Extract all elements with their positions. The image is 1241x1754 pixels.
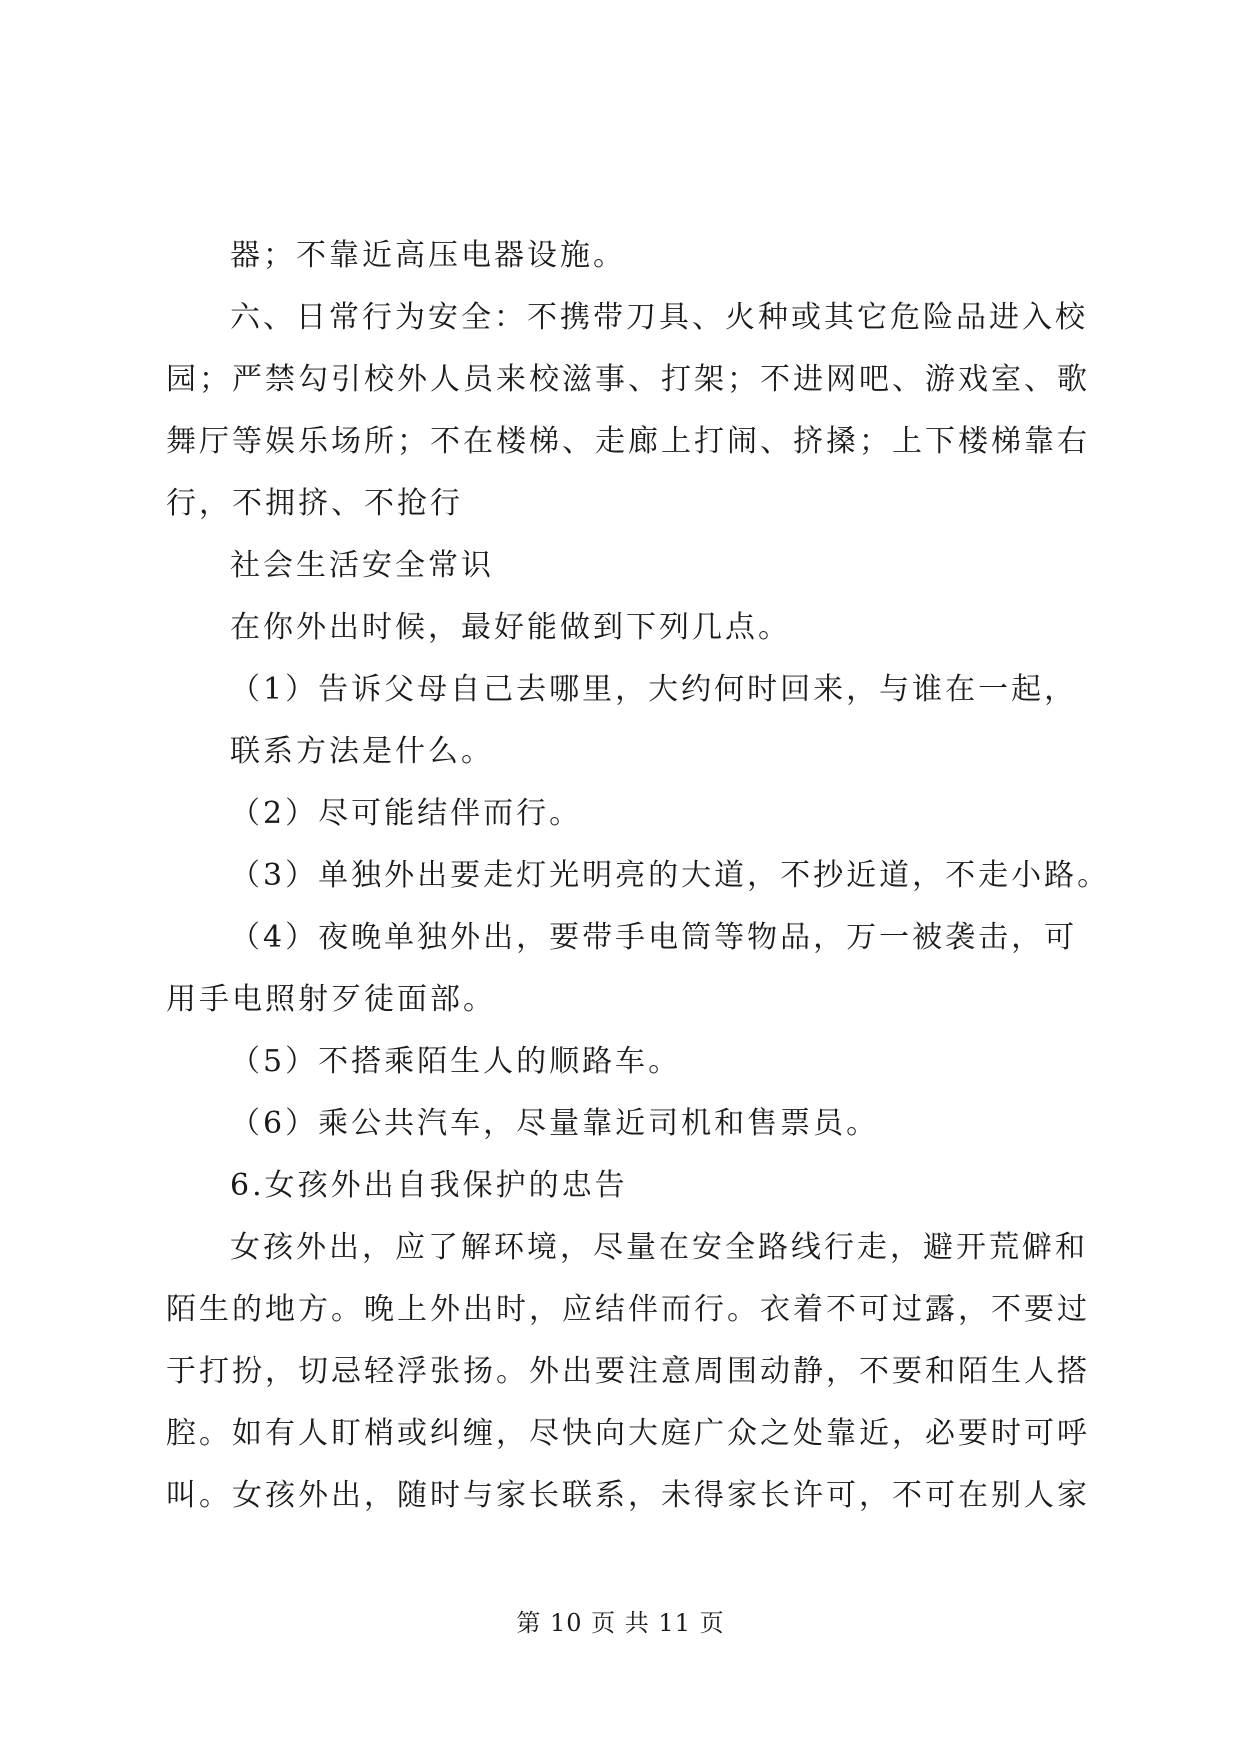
text-line: 腔。如有人盯梢或纠缠，尽快向大庭广众之处靠近，必要时可呼 [166, 1416, 1090, 1451]
text-line: 于打扮，切忌轻浮张扬。外出要注意周围动静，不要和陌生人搭 [166, 1354, 1090, 1389]
text-line: 舞厅等娱乐场所；不在楼梯、走廊上打闹、挤搡；上下楼梯靠右 [166, 424, 1090, 459]
text-line: 叫。女孩外出，随时与家长联系，未得家长许可，不可在别人家 [166, 1478, 1090, 1513]
section-heading: 社会生活安全常识 [230, 548, 494, 583]
text-line: 联系方法是什么。 [230, 734, 494, 769]
page-number-footer: 第 10 页 共 11 页 [516, 1609, 725, 1637]
list-item: （5）不搭乘陌生人的顺路车。 [230, 1044, 682, 1079]
text-line: 用手电照射歹徒面部。 [166, 982, 496, 1017]
text-line: 器；不靠近高压电器设施。 [230, 238, 626, 273]
text-line: 园；严禁勾引校外人员来校滋事、打架；不进网吧、游戏室、歌 [166, 362, 1090, 397]
section-heading: 6.女孩外出自我保护的忠告 [230, 1168, 628, 1203]
text-line: 陌生的地方。晚上外出时，应结伴而行。衣着不可过露，不要过 [166, 1292, 1090, 1327]
text-line: 女孩外出，应了解环境，尽量在安全路线行走，避开荒僻和 [230, 1230, 1088, 1265]
text-line: 六、日常行为安全：不携带刀具、火种或其它危险品进入校 [230, 300, 1088, 335]
list-item: （4）夜晚单独外出，要带手电筒等物品，万一被袭击，可 [230, 920, 1078, 955]
list-item: （6）乘公共汽车，尽量靠近司机和售票员。 [230, 1106, 880, 1141]
text-line: 行，不拥挤、不抢行 [166, 486, 463, 521]
list-item: （2）尽可能结伴而行。 [230, 796, 583, 831]
list-item: （1）告诉父母自己去哪里，大约何时回来，与谁在一起， [230, 672, 1078, 707]
text-line: 在你外出时候，最好能做到下列几点。 [230, 610, 791, 645]
list-item: （3）单独外出要走灯光明亮的大道，不抄近道，不走小路。 [230, 858, 1111, 893]
